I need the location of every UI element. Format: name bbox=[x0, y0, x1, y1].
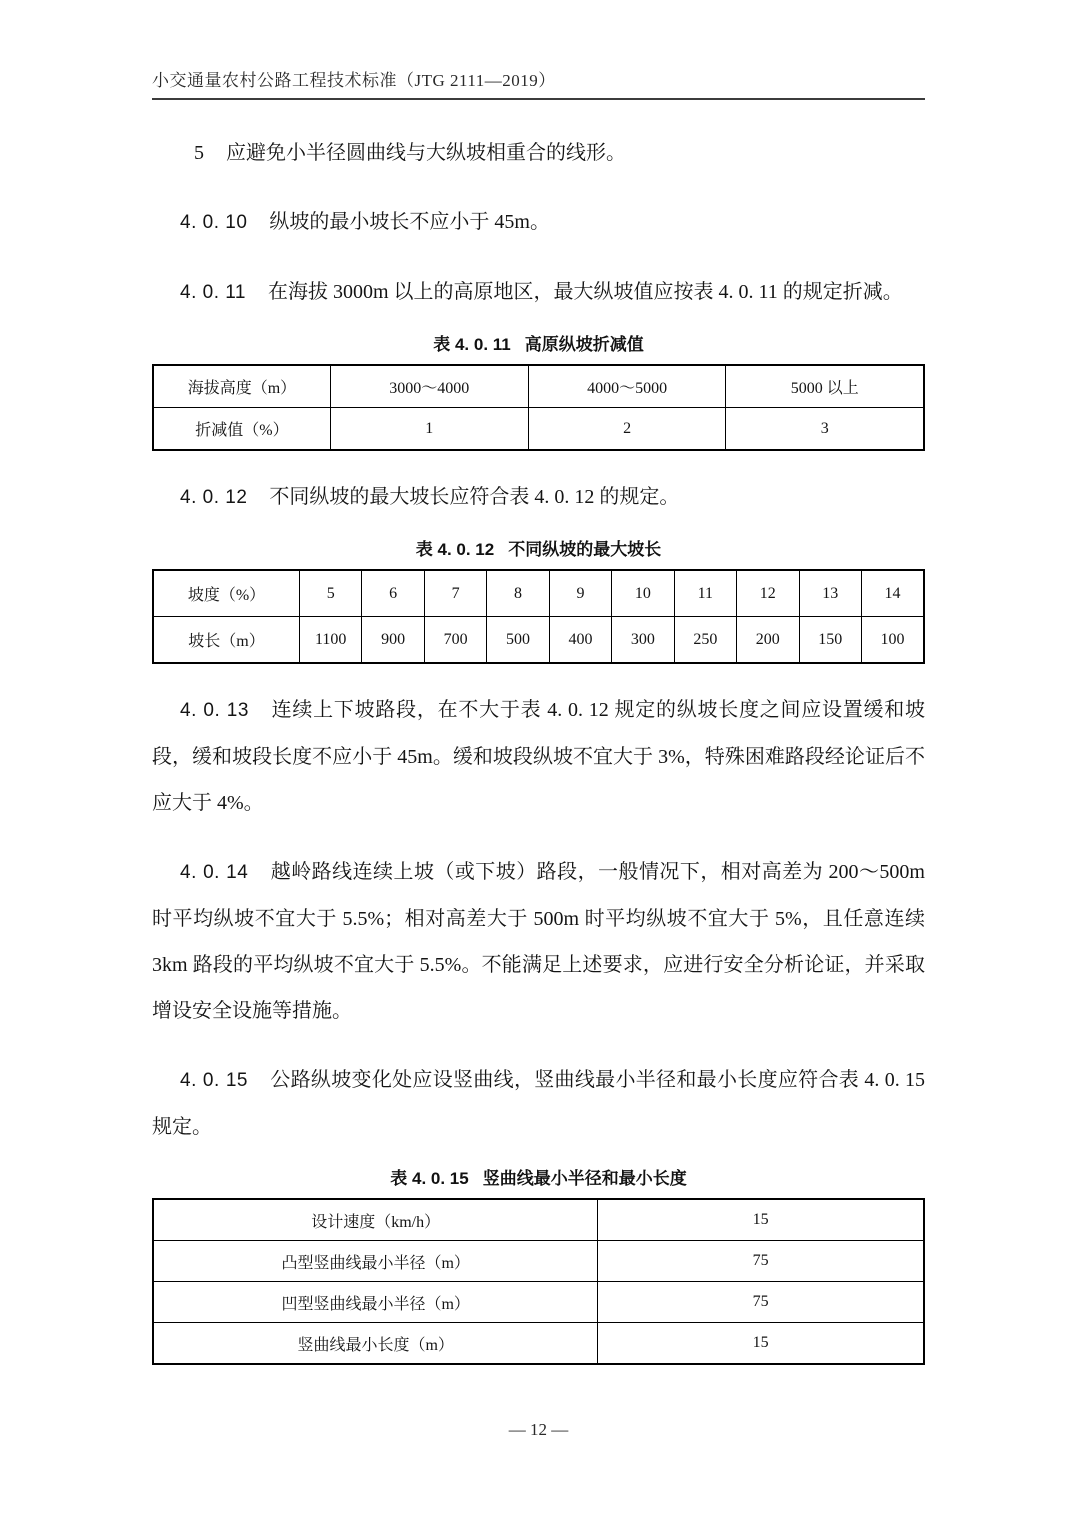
clause-text: 在海拔 3000m 以上的高原地区，最大纵坡值应按表 4. 0. 11 的规定折减。 bbox=[267, 281, 903, 303]
table-cell: 凹型竖曲线最小半径（m） bbox=[153, 1282, 598, 1323]
table-cell: 竖曲线最小长度（m） bbox=[153, 1323, 598, 1365]
running-header-title: 小交通量农村公路工程技术标准（JTG 2111—2019） bbox=[152, 71, 556, 90]
table-title-text: 高原纵坡折减值 bbox=[524, 335, 644, 354]
table-cell: 400 bbox=[549, 617, 611, 664]
table-cell: 8 bbox=[487, 570, 549, 617]
table-cell: 500 bbox=[487, 617, 549, 664]
table-cell: 坡长（m） bbox=[153, 617, 300, 664]
table-cell: 3 bbox=[726, 408, 924, 451]
table-4-0-12-title bbox=[152, 535, 925, 560]
table-cell: 12 bbox=[737, 570, 799, 617]
table-cell: 海拔高度（m） bbox=[153, 365, 330, 408]
table-cell: 150 bbox=[799, 617, 861, 664]
clause-number: 4. 0. 13 bbox=[180, 700, 249, 721]
table-cell: 300 bbox=[612, 617, 674, 664]
table-cell: 200 bbox=[737, 617, 799, 664]
table-cell: 250 bbox=[674, 617, 736, 664]
clause-number: 4. 0. 10 bbox=[180, 212, 248, 233]
table-title-text: 竖曲线最小半径和最小长度 bbox=[482, 1169, 687, 1188]
clause-4-0-10 bbox=[152, 199, 925, 246]
table-cell: 2 bbox=[528, 408, 726, 451]
table-cell: 100 bbox=[861, 617, 924, 664]
table-cell: 7 bbox=[424, 570, 486, 617]
table-cell: 5 bbox=[300, 570, 362, 617]
table-row bbox=[153, 1323, 924, 1365]
table-4-0-15 bbox=[152, 1198, 925, 1365]
table-cell: 坡度（%） bbox=[153, 570, 300, 617]
table-row bbox=[153, 617, 924, 664]
table-cell: 15 bbox=[598, 1323, 924, 1365]
clause-number: 4. 0. 14 bbox=[180, 862, 249, 883]
clause-text: 连续上下坡路段，在不大于表 4. 0. 12 规定的纵坡长度之间应设置缓和坡段，缓和坡段长度不应小于 45m。缓和坡段纵坡不宜大于 3%，特殊困难路段经论证后不应大于 4%。 bbox=[152, 699, 925, 814]
table-cell: 14 bbox=[861, 570, 924, 617]
page-body bbox=[152, 100, 925, 1365]
clause-4-0-12 bbox=[152, 474, 925, 521]
table-title-label: 表 4. 0. 12 bbox=[415, 540, 495, 559]
table-row bbox=[153, 1282, 924, 1323]
table-row bbox=[153, 570, 924, 617]
clause-number: 4. 0. 15 bbox=[180, 1070, 248, 1091]
clause-number: 4. 0. 12 bbox=[180, 487, 248, 508]
clause-text: 越岭路线连续上坡（或下坡）路段，一般情况下，相对高差为 200～500m 时平均纵坡不宜大于 5.5%；相对高差大于 500m 时平均纵坡不宜大于 5%，且任意连续 3km 路段的平均纵坡不宜大于 5.5%。不能满足上述要求，应进行安全分析论证，并采取增设安全设施等措施。 bbox=[152, 861, 925, 1022]
clause-text: 公路纵坡变化处应设竖曲线，竖曲线最小半径和最小长度应符合表 4. 0. 15 规定。 bbox=[152, 1069, 926, 1138]
table-cell: 1100 bbox=[300, 617, 362, 664]
table-cell: 700 bbox=[424, 617, 486, 664]
clause-number: 4. 0. 11 bbox=[180, 282, 246, 303]
table-4-0-11-title bbox=[152, 330, 925, 355]
item-number: 5 bbox=[194, 142, 204, 164]
table-4-0-12 bbox=[152, 569, 925, 664]
table-cell: 13 bbox=[799, 570, 861, 617]
table-row bbox=[153, 1241, 924, 1282]
table-cell: 5000 以上 bbox=[726, 365, 924, 408]
table-cell: 凸型竖曲线最小半径（m） bbox=[153, 1241, 598, 1282]
table-cell: 3000～4000 bbox=[330, 365, 528, 408]
table-cell: 75 bbox=[598, 1241, 924, 1282]
table-cell: 15 bbox=[598, 1199, 924, 1241]
clause-4-0-15 bbox=[152, 1057, 925, 1150]
table-cell: 10 bbox=[612, 570, 674, 617]
table-4-0-15-title bbox=[152, 1164, 925, 1189]
item-text: 应避免小半径圆曲线与大纵坡相重合的线形。 bbox=[226, 142, 626, 164]
table-row bbox=[153, 408, 924, 451]
clause-text: 不同纵坡的最大坡长应符合表 4. 0. 12 的规定。 bbox=[269, 486, 680, 508]
table-cell: 折减值（%） bbox=[153, 408, 330, 451]
table-cell: 设计速度（km/h） bbox=[153, 1199, 598, 1241]
table-cell: 9 bbox=[549, 570, 611, 617]
table-title-text: 不同纵坡的最大坡长 bbox=[508, 540, 662, 559]
table-cell: 6 bbox=[362, 570, 424, 617]
table-cell: 11 bbox=[674, 570, 736, 617]
table-cell: 1 bbox=[330, 408, 528, 451]
table-row bbox=[153, 365, 924, 408]
page-footer bbox=[152, 1420, 925, 1520]
table-title-label: 表 4. 0. 11 bbox=[433, 335, 511, 354]
clause-4-0-13 bbox=[152, 687, 925, 826]
clause-4-0-14 bbox=[152, 849, 925, 1034]
table-4-0-11 bbox=[152, 364, 925, 451]
table-row bbox=[153, 1199, 924, 1241]
table-title-label: 表 4. 0. 15 bbox=[390, 1169, 469, 1188]
list-item-5 bbox=[152, 130, 925, 176]
running-header bbox=[152, 0, 925, 100]
page-number: — 12 — bbox=[508, 1420, 569, 1439]
clause-4-0-11 bbox=[152, 269, 925, 316]
clause-text: 纵坡的最小坡长不应小于 45m。 bbox=[269, 211, 550, 233]
table-cell: 900 bbox=[362, 617, 424, 664]
table-cell: 4000～5000 bbox=[528, 365, 726, 408]
table-cell: 75 bbox=[598, 1282, 924, 1323]
